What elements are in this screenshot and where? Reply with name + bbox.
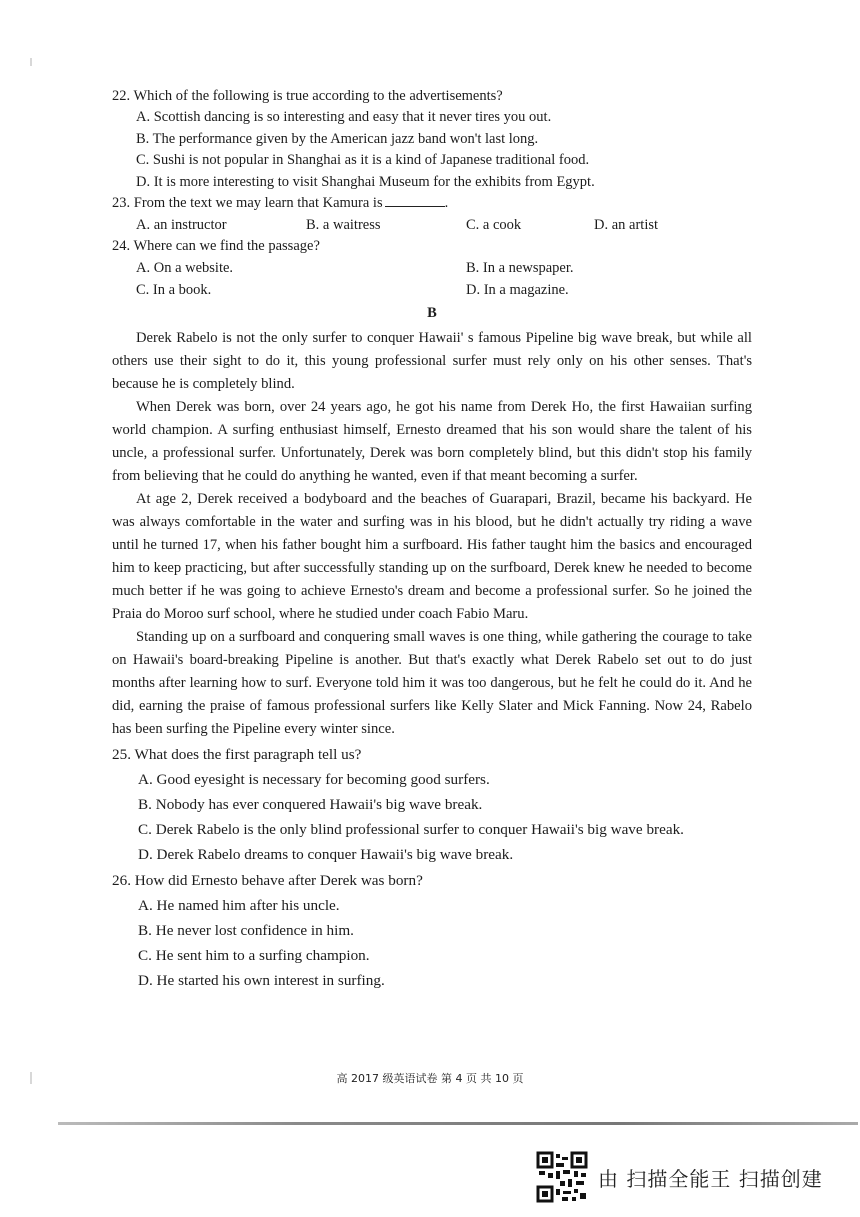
option-d: D. He started his own interest in surfing. — [138, 972, 385, 989]
option-a: A. On a website. — [136, 260, 234, 276]
option-c: C. He sent him to a surfing champion. — [138, 947, 370, 964]
option-c: C. Sushi is not popular in Shanghai as it is a kind of Japanese traditional food. — [136, 152, 590, 168]
question-26 — [112, 869, 752, 993]
option-c: C. a cook — [466, 217, 522, 233]
question-23 — [112, 193, 752, 236]
scanner-watermark — [536, 1151, 823, 1203]
option-d: D. an artist — [594, 217, 659, 233]
question-stem: 25. What does the first paragraph tell us? — [112, 746, 362, 763]
watermark-text: 由 扫描全能王 扫描创建 — [598, 1166, 823, 1191]
option-d: D. In a magazine. — [466, 282, 569, 298]
option-a: A. Good eyesight is necessary for becoming good surfers. — [138, 771, 490, 788]
stem-end: . — [444, 195, 449, 211]
passage-paragraph: When Derek was born, over 24 years ago, he got his name from Derek Ho, the first Hawaiian surfing world champion. A surfing enthusiast himself, Ernesto dreamed that his son would share the talent of his uncle, a professional surfer. Unfortunately, Derek was born completely blind, but this didn't stop his family from believing that he could do anything he wanted, even if that meant becoming a surfer. — [112, 399, 752, 484]
option-b: B. The performance given by the American jazz band won't last long. — [136, 130, 539, 147]
scan-speck — [30, 58, 32, 66]
question-stem: 24. Where can we find the passage? — [112, 238, 320, 254]
option-b: B. In a newspaper. — [466, 260, 574, 276]
option-b: B. He never lost confidence in him. — [138, 922, 354, 939]
question-stem: 26. How did Ernesto behave after Derek was born? — [112, 872, 423, 889]
passage-paragraph: At age 2, Derek received a bodyboard and the beaches of Guarapari, Brazil, became his backyard. He was always comfortable in the water and surfing was in his blood, but he didn't actually try riding a wave until he turned 17, when his father bought him a surfboard. His father taught him the basics and encouraged him to keep practicing, but after successfully standing up on the surfboard, Derek knew he needed to become much better if he was going to achieve Ernesto's dream and become a professional surfer. So he joined the Praia do Moroo surf school, where he studied under coach Fabio Maru. — [112, 491, 752, 622]
passage-paragraph: Standing up on a surfboard and conquering small waves is one thing, while gathering the courage to take on Hawaii's board-breaking Pipeline is another. But that's exactly what Derek Rabelo set out to do just months after learning how to surf. Everyone told him it was too dangerous, but he felt he could do it. And he did, earning the praise of famous professional surfers like Kelly Slater and Mick Fanning. Now 24, Rabelo has been surfing the Pipeline every winter since. — [112, 629, 752, 737]
question-25 — [112, 743, 752, 867]
option-a: A. He named him after his uncle. — [138, 897, 340, 914]
question-stem: 23. From the text we may learn that Kamura is — [112, 195, 383, 211]
option-d: D. Derek Rabelo dreams to conquer Hawaii's big wave break. — [138, 846, 514, 863]
option-b: B. a waitress — [306, 217, 381, 233]
option-c: C. In a book. — [136, 282, 212, 298]
question-24 — [112, 236, 752, 301]
scan-edge-line — [58, 1122, 858, 1125]
passage-b — [112, 327, 752, 741]
qr-code-icon — [536, 1151, 588, 1203]
passage-paragraph: Derek Rabelo is not the only surfer to conquer Hawaii' s famous Pipeline big wave break, but while all others use their sight to do it, this young professional surfer must rely only on his other senses. That's because he is completely blind. — [112, 330, 752, 392]
question-22 — [112, 86, 752, 193]
option-a: A. an instructor — [136, 217, 227, 233]
section-heading: B — [427, 305, 437, 321]
option-d: D. It is more interesting to visit Shanghai Museum for the exhibits from Egypt. — [136, 173, 595, 190]
option-b: B. Nobody has ever conquered Hawaii's big wave break. — [138, 796, 483, 813]
exam-page — [112, 86, 752, 993]
question-stem: 22. Which of the following is true according to the advertisements? — [112, 88, 503, 104]
option-a: A. Scottish dancing is so interesting and easy that it never tires you out. — [136, 109, 552, 125]
answer-blank — [385, 194, 445, 207]
option-c: C. Derek Rabelo is the only blind professional surfer to conquer Hawaii's big wave break. — [138, 821, 684, 838]
page-footer: 高 2017 级英语试卷 第 4 页 共 10 页 — [336, 1072, 524, 1085]
